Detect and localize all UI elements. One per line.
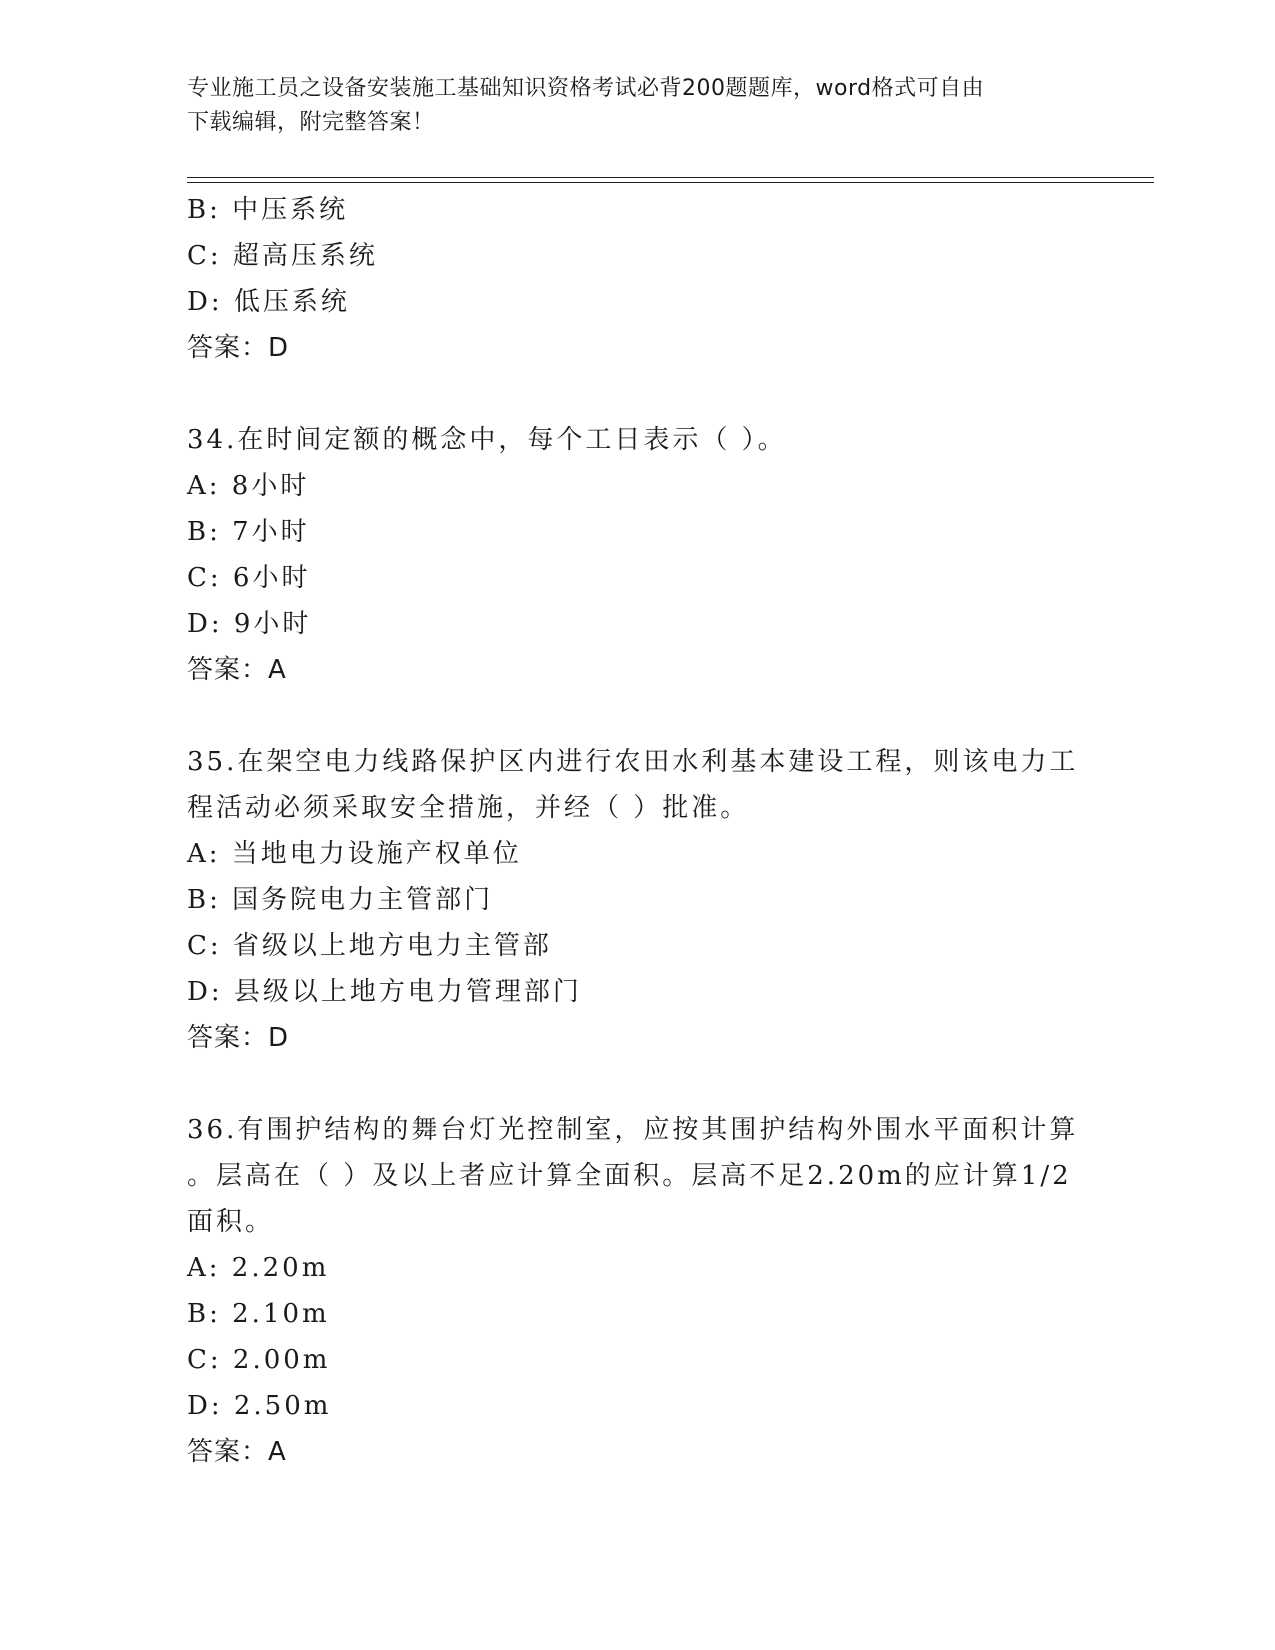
option-d: D: 9小时 xyxy=(187,609,312,639)
option-d: D: 低压系统 xyxy=(187,287,350,317)
spacer xyxy=(187,1061,1087,1107)
header-rule-bottom xyxy=(187,182,1154,183)
document-header xyxy=(187,72,1067,140)
option-d: D: 2.50m xyxy=(187,1391,332,1421)
question-text-line-1: 36.有围护结构的舞台灯光控制室，应按其围护结构外围水平面积计算 xyxy=(187,1115,1079,1145)
option-a: A: 2.20m xyxy=(187,1253,330,1283)
header-line-2: 下载编辑，附完整答案！ xyxy=(187,110,435,135)
option-b: B: 2.10m xyxy=(187,1299,330,1329)
question-34 xyxy=(187,417,1087,693)
question-text-line-2: 。层高在（ ）及以上者应计算全面积。层高不足2.20m的应计算1/2 xyxy=(187,1161,1072,1191)
option-c: C: 省级以上地方电力主管部 xyxy=(187,931,552,961)
option-c: C: 6小时 xyxy=(187,563,311,593)
question-33-continued xyxy=(187,187,1087,371)
option-c: C: 超高压系统 xyxy=(187,241,378,271)
option-b: B: 7小时 xyxy=(187,517,310,547)
question-text-line-2: 程活动必须采取安全措施，并经（ ）批准。 xyxy=(187,793,750,823)
question-text: 34.在时间定额的概念中，每个工日表示（ ）。 xyxy=(187,425,787,455)
header-rule-top xyxy=(187,177,1154,178)
document-body xyxy=(187,187,1087,1475)
question-text-line-3: 面积。 xyxy=(187,1207,275,1237)
option-d: D: 县级以上地方电力管理部门 xyxy=(187,977,582,1007)
option-b: B: 国务院电力主管部门 xyxy=(187,885,494,915)
spacer xyxy=(187,693,1087,739)
option-b: B: 中压系统 xyxy=(187,195,349,225)
answer: 答案：D xyxy=(187,333,290,363)
option-a: A: 8小时 xyxy=(187,471,310,501)
spacer xyxy=(187,371,1087,417)
header-line-1: 专业施工员之设备安装施工基础知识资格考试必背200题题库，word格式可自由 xyxy=(187,76,985,101)
answer: 答案：A xyxy=(187,1437,287,1467)
option-c: C: 2.00m xyxy=(187,1345,331,1375)
question-text-line-1: 35.在架空电力线路保护区内进行农田水利基本建设工程，则该电力工 xyxy=(187,747,1079,777)
question-35 xyxy=(187,739,1087,1061)
option-a: A: 当地电力设施产权单位 xyxy=(187,839,522,869)
question-36 xyxy=(187,1107,1087,1475)
answer: 答案：A xyxy=(187,655,287,685)
answer: 答案：D xyxy=(187,1023,290,1053)
